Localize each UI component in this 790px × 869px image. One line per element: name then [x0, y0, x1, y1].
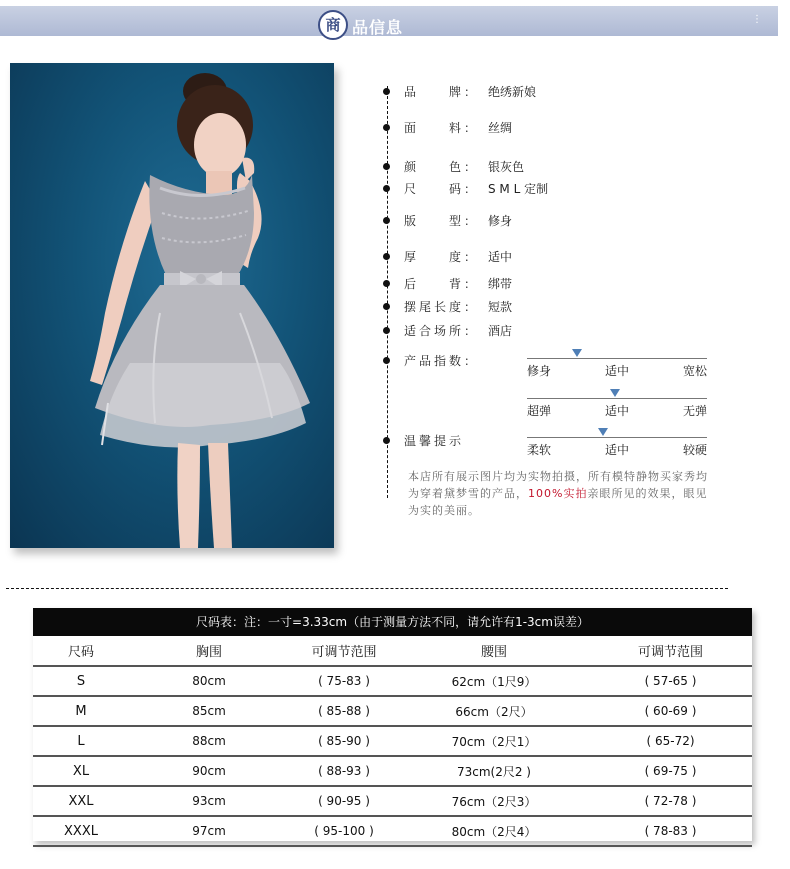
table-cell: 80cm（2尺4） — [399, 816, 589, 846]
softness-scale — [527, 427, 707, 457]
spec-value: 银灰色 — [488, 160, 525, 174]
table-cell: ( 95-100 ) — [289, 816, 399, 846]
header-banner — [0, 6, 778, 36]
scale-marker-icon — [572, 349, 582, 357]
column-header: 可调节范围 — [289, 636, 399, 666]
spec-label: 尺 码： — [404, 182, 480, 196]
table-cell: ( 69-75 ) — [589, 756, 752, 786]
table-cell: 76cm（2尺3） — [399, 786, 589, 816]
table-cell: S — [33, 666, 129, 696]
column-header: 胸围 — [129, 636, 289, 666]
table-cell: 66cm（2尺） — [399, 696, 589, 726]
spec-label: 厚 度： — [404, 250, 480, 264]
table-cell: 88cm — [129, 726, 289, 756]
scale-left: 超弹 — [527, 404, 552, 418]
header-title: 品信息 — [352, 18, 404, 37]
scale-right: 较硬 — [682, 443, 707, 457]
bullet-icon — [383, 163, 390, 170]
scale-mid: 适中 — [605, 443, 630, 457]
stretch-scale — [527, 388, 707, 418]
note-text: 本店所有展示图片均为实物拍摄，所有模特静物买家秀均为穿着黛梦雪的产品， — [408, 470, 708, 500]
table-header-row — [33, 636, 752, 666]
column-header: 尺码 — [33, 636, 129, 666]
table-cell: ( 85-90 ) — [289, 726, 399, 756]
table-cell: XL — [33, 756, 129, 786]
spec-label: 摆尾长度： — [404, 300, 480, 314]
spec-value: S M L 定制 — [488, 182, 549, 196]
bullet-icon — [383, 124, 390, 131]
table-cell: 70cm（2尺1） — [399, 726, 589, 756]
scale-mid: 适中 — [605, 364, 630, 378]
spec-value: 绑带 — [488, 277, 513, 291]
spec-value: 酒店 — [488, 324, 513, 338]
table-cell: ( 90-95 ) — [289, 786, 399, 816]
scale-marker-icon — [610, 389, 620, 397]
table-cell: XXXL — [33, 816, 129, 846]
table-row — [33, 666, 752, 696]
table-cell: ( 88-93 ) — [289, 756, 399, 786]
dress-model-illustration — [10, 63, 334, 548]
spec-value: 丝绸 — [488, 121, 513, 135]
spec-label: 温馨提示 — [404, 434, 465, 448]
section-divider — [6, 588, 728, 589]
table-cell: ( 57-65 ) — [589, 666, 752, 696]
table-cell: 85cm — [129, 696, 289, 726]
table-row — [33, 786, 752, 816]
bullet-icon — [383, 303, 390, 310]
table-row — [33, 816, 752, 846]
table-cell: L — [33, 726, 129, 756]
table-cell: ( 65-72) — [589, 726, 752, 756]
scale-left: 修身 — [527, 364, 552, 378]
table-row — [33, 726, 752, 756]
bullet-icon — [383, 253, 390, 260]
table-cell: 90cm — [129, 756, 289, 786]
spec-label: 版 型： — [404, 214, 480, 228]
scale-mid: 适中 — [605, 404, 630, 418]
bullet-icon — [383, 437, 390, 444]
spec-label: 后 背： — [404, 277, 480, 291]
scale-right: 宽松 — [682, 364, 707, 378]
shop-note — [408, 468, 718, 519]
spec-label: 面 料： — [404, 121, 480, 135]
bullet-icon — [383, 217, 390, 224]
table-cell: ( 72-78 ) — [589, 786, 752, 816]
spec-value: 适中 — [488, 250, 513, 264]
table-cell: 80cm — [129, 666, 289, 696]
table-cell: 93cm — [129, 786, 289, 816]
note-text-end: 亲眼所见的效果，眼见为实的美丽。 — [408, 487, 708, 517]
spec-value: 短款 — [488, 300, 513, 314]
fit-scale — [527, 348, 707, 378]
column-header: 腰围 — [399, 636, 589, 666]
bullet-icon — [383, 280, 390, 287]
note-highlight: 100%实拍 — [528, 487, 588, 500]
spec-label: 颜 色： — [404, 160, 480, 174]
size-table-title: 尺码表：注：一寸=3.33cm（由于测量方法不同，请允许有1-3cm误差） — [33, 608, 752, 636]
banner-dots-icon: ⋮ — [752, 14, 762, 25]
table-cell: ( 75-83 ) — [289, 666, 399, 696]
scale-left: 柔软 — [527, 443, 552, 457]
spec-value: 绝绣新娘 — [488, 85, 537, 99]
header-badge: 商 — [318, 10, 348, 40]
scale-marker-icon — [598, 428, 608, 436]
spec-value: 修身 — [488, 214, 513, 228]
table-cell: 97cm — [129, 816, 289, 846]
table-cell: ( 60-69 ) — [589, 696, 752, 726]
table-row — [33, 756, 752, 786]
table-cell: 73cm(2尺2 ) — [399, 756, 589, 786]
table-cell: ( 85-88 ) — [289, 696, 399, 726]
spec-label: 产品指数： — [404, 354, 480, 368]
size-table — [33, 608, 752, 841]
spec-label: 品 牌： — [404, 85, 480, 99]
scale-right: 无弹 — [682, 404, 707, 418]
size-table-grid — [33, 636, 752, 847]
bullet-icon — [383, 185, 390, 192]
bullet-icon — [383, 327, 390, 334]
spec-label: 适合场所： — [404, 324, 480, 338]
table-cell: M — [33, 696, 129, 726]
table-row — [33, 696, 752, 726]
product-photo — [10, 63, 334, 548]
table-cell: XXL — [33, 786, 129, 816]
table-cell: ( 78-83 ) — [589, 816, 752, 846]
bullet-icon — [383, 88, 390, 95]
table-cell: 62cm（1尺9） — [399, 666, 589, 696]
bullet-icon — [383, 357, 390, 364]
column-header: 可调节范围 — [589, 636, 752, 666]
